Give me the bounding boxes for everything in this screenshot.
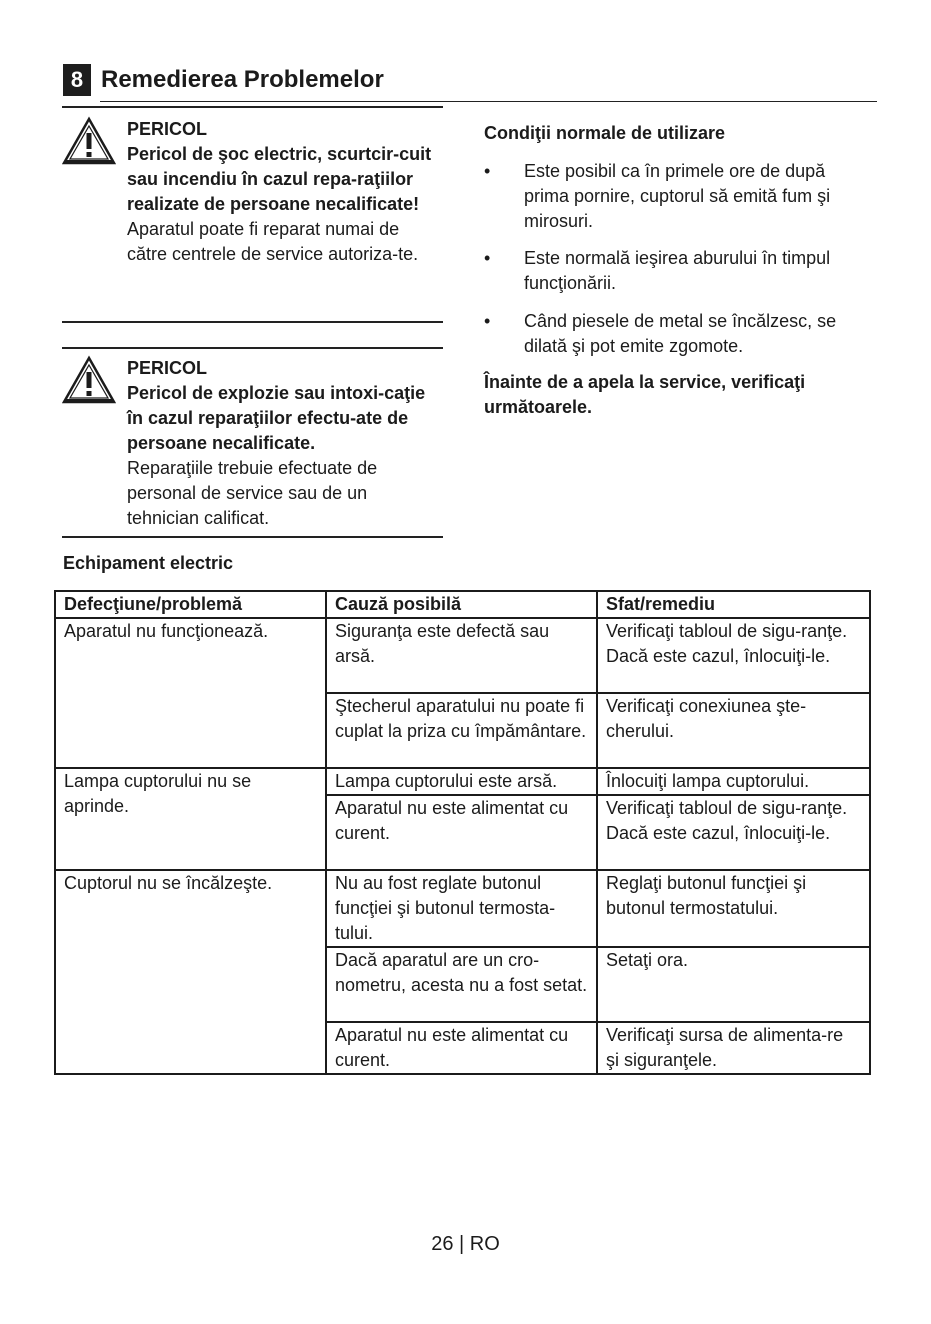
warning-1-bold-text: Pericol de şoc electric, scurtcir-cuit sau incendiu în cazul repa-raţiilor realizate de persoane necalificate!	[127, 144, 432, 214]
cause-cell: Aparatul nu este alimentat cu curent.	[326, 795, 597, 870]
before-service-note: Înainte de a apela la service, verificaţi următoarele.	[484, 372, 806, 417]
cause-cell: Nu au fost reglate butonul funcţiei şi butonul termosta-tului.	[326, 870, 597, 947]
cause-cell: Aparatul nu este alimentat cu curent.	[326, 1022, 597, 1074]
normal-conditions-title: Condiţii normale de utilizare	[484, 123, 726, 143]
cause-cell: Lampa cuptorului este arsă.	[326, 768, 597, 795]
remedy-cell: Verificaţi conexiunea şte-cherului.	[597, 693, 870, 768]
page-number: 26 | RO	[431, 1233, 500, 1255]
equipment-title: Echipament electric	[63, 553, 234, 573]
cause-cell: Dacă aparatul are un cro-nometru, acesta nu a fost setat.	[326, 947, 597, 1022]
problem-cell: Lampa cuptorului nu se aprinde.	[55, 768, 326, 870]
warning-1-bottom-rule	[62, 321, 443, 323]
troubleshooting-table	[54, 590, 871, 1075]
list-item	[484, 309, 874, 359]
section-title: Remedierea Problemelor	[101, 66, 384, 93]
remedy-cell: Verificaţi tabloul de sigu-ranţe. Dacă este cazul, înlocuiţi-le.	[597, 618, 870, 693]
warning-triangle-icon	[62, 355, 116, 405]
warning-1	[127, 117, 443, 267]
header-rule	[100, 101, 877, 102]
column-header-cause: Cauză posibilă	[326, 591, 597, 618]
column-header-remedy: Sfat/remediu	[597, 591, 870, 618]
table-row	[55, 768, 870, 795]
list-item-text: Este normală ieşirea aburului în timpul funcţionării.	[524, 248, 831, 293]
warning-2-bold-text: Pericol de explozie sau intoxi-caţie în cazul reparaţiilor efectu-ate de persoane necalificate.	[127, 383, 426, 453]
remedy-cell: Setaţi ora.	[597, 947, 870, 1022]
cause-cell: Ştecherul aparatului nu poate fi cuplat la priza cu împământare.	[326, 693, 597, 768]
column-header-problem: Defecţiune/problemă	[55, 591, 326, 618]
warning-2-heading: PERICOL	[127, 358, 208, 378]
warning-2	[127, 356, 443, 531]
remedy-cell: Verificaţi tabloul de sigu-ranţe. Dacă este cazul, înlocuiţi-le.	[597, 795, 870, 870]
table-row	[55, 870, 870, 947]
table-header-row	[55, 591, 870, 618]
list-item	[484, 159, 874, 234]
problem-cell: Cuptorul nu se încălzeşte.	[55, 870, 326, 1074]
list-item	[484, 246, 874, 296]
warning-triangle-icon	[62, 116, 116, 166]
bullet-icon: •	[484, 311, 491, 331]
warning-1-top-rule	[62, 106, 443, 108]
remedy-cell: Verificaţi sursa de alimenta-re şi siguranţele.	[597, 1022, 870, 1074]
cause-cell: Siguranţa este defectă sau arsă.	[326, 618, 597, 693]
table-row	[55, 618, 870, 693]
warning-2-top-rule	[62, 347, 443, 349]
remedy-cell: Reglaţi butonul funcţiei şi butonul termostatului.	[597, 870, 870, 947]
warning-1-body: Aparatul poate fi reparat numai de către centrele de service autoriza-te.	[127, 219, 419, 264]
list-item-text: Este posibil ca în primele ore de după prima pornire, cuptorul să emită fum şi mirosuri.	[524, 161, 831, 231]
warning-2-bottom-rule	[62, 536, 443, 538]
list-item-text: Când piesele de metal se încălzesc, se dilată şi pot emite zgomote.	[524, 311, 837, 356]
section-number-badge: 8	[63, 64, 91, 96]
bullet-icon: •	[484, 248, 491, 268]
problem-cell: Aparatul nu funcţionează.	[55, 618, 326, 768]
remedy-cell: Înlocuiţi lampa cuptorului.	[597, 768, 870, 795]
warning-2-body: Reparaţiile trebuie efectuate de personal de service sau de un tehnician calificat.	[127, 458, 378, 528]
warning-1-heading: PERICOL	[127, 119, 208, 139]
bullet-icon: •	[484, 161, 491, 181]
